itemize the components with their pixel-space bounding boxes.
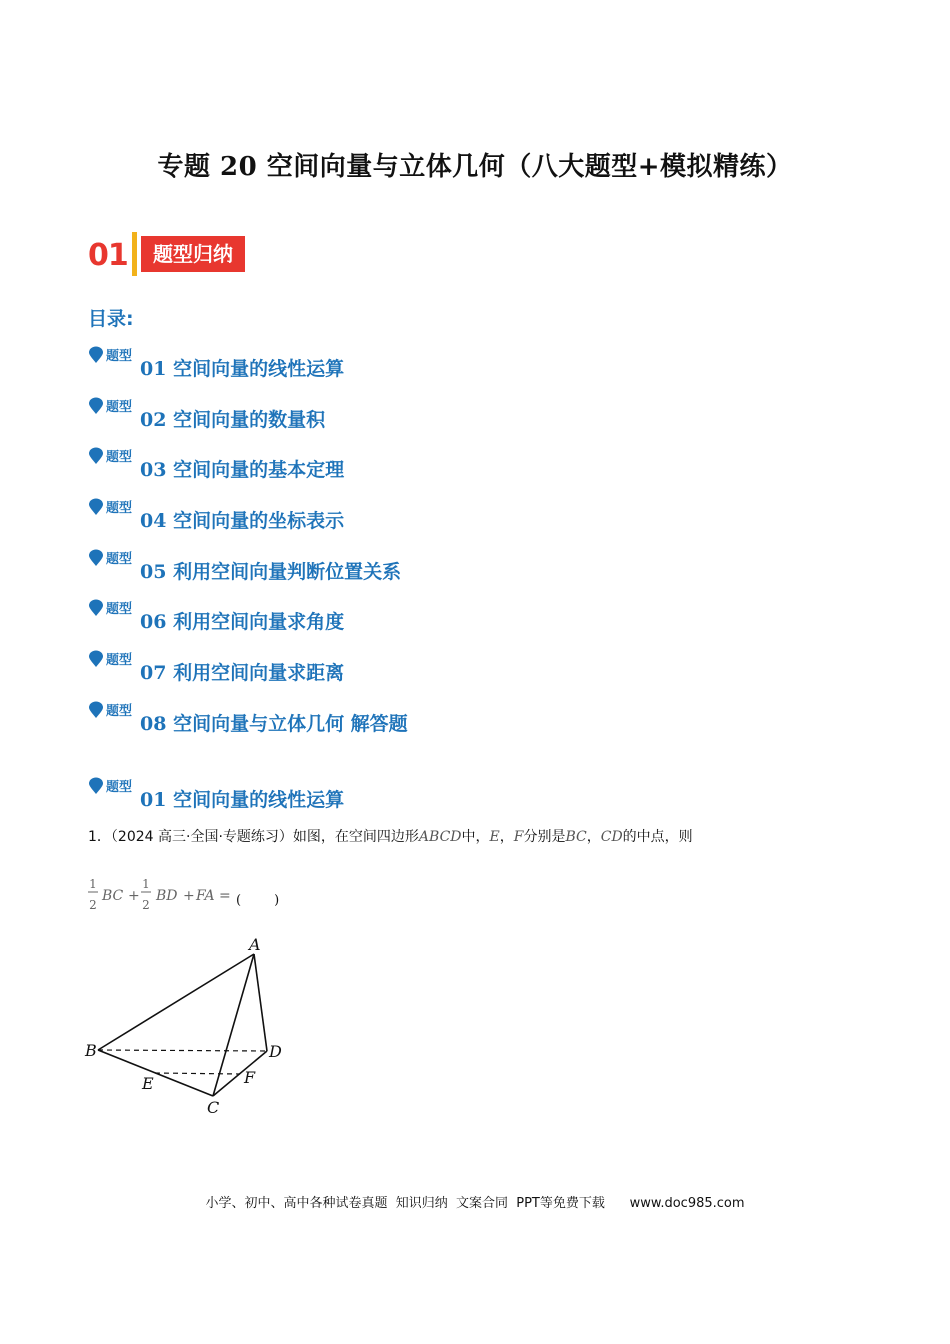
page-footer: 小学、初中、高中各种试卷真题 知识归纳 文案合同 PPT等免费下载 www.doc985.com	[205, 1196, 745, 1211]
toc-item-text: 05 利用空间向量判断位置关系	[140, 561, 402, 583]
fraction-denominator: 2	[142, 898, 150, 912]
toc-item-text: 04 空间向量的坐标表示	[140, 510, 345, 532]
formula-term-fa: FA	[196, 888, 215, 904]
segment-ef-hidden	[155, 1073, 240, 1074]
formula-plus: +	[128, 888, 140, 904]
question-text: 1．（2024 高三·全国·专题练习）如图，在空间四边形ABCD中，E，F分别是BC，CD的中点，则	[88, 829, 693, 845]
question-source: （2024 高三·全国·专题练习）	[110, 829, 293, 845]
location-pin-icon	[88, 397, 104, 415]
question-formula	[86, 876, 306, 920]
section-type-text: 01 空间向量的线性运算	[140, 789, 345, 811]
location-pin-icon	[88, 650, 104, 668]
answer-blank: ( )	[236, 893, 280, 908]
edge-bd-hidden	[98, 1050, 267, 1051]
section-divider-bar	[132, 232, 137, 276]
fraction-numerator: 1	[89, 877, 97, 891]
edge-ad	[254, 954, 267, 1051]
formula-term-bd: BD	[156, 888, 178, 904]
location-pin-icon	[88, 777, 104, 795]
location-pin-icon	[88, 498, 104, 516]
type-tag: 题型	[106, 552, 133, 567]
vertex-label-c: C	[207, 1098, 220, 1117]
type-tag: 题型	[106, 349, 133, 364]
toc-item-text: 03 空间向量的基本定理	[140, 459, 345, 481]
type-tag: 题型	[106, 602, 133, 617]
section-number: 01	[88, 238, 128, 273]
vertex-label-a: A	[249, 935, 261, 954]
formula-plus: +	[183, 888, 195, 904]
fraction-denominator: 2	[89, 898, 97, 912]
location-pin-icon	[88, 599, 104, 617]
point-label-f: F	[244, 1068, 256, 1087]
question-index: 1．	[88, 829, 111, 845]
formula-equals: =	[219, 888, 231, 904]
point-label-e: E	[142, 1074, 154, 1093]
type-tag: 题型	[106, 400, 133, 415]
vertex-label-d: D	[269, 1042, 282, 1061]
toc-item-text: 06 利用空间向量求角度	[140, 611, 345, 633]
type-tag: 题型	[106, 704, 133, 719]
formula-term-bc: BC	[102, 888, 124, 904]
type-tag: 题型	[106, 450, 133, 465]
toc-heading: 目录:	[88, 308, 134, 330]
type-tag: 题型	[106, 501, 133, 516]
location-pin-icon	[88, 549, 104, 567]
page-title: 专题 20 空间向量与立体几何（八大题型+模拟精练）	[157, 152, 793, 182]
toc-item-text: 07 利用空间向量求距离	[140, 662, 345, 684]
section-label: 题型归纳	[141, 236, 245, 272]
toc-item-text: 02 空间向量的数量积	[140, 409, 326, 431]
type-tag: 题型	[106, 653, 133, 668]
vertex-label-b: B	[85, 1041, 97, 1060]
type-tag: 题型	[106, 780, 133, 795]
location-pin-icon	[88, 701, 104, 719]
location-pin-icon	[88, 346, 104, 364]
fraction-numerator: 1	[142, 877, 150, 891]
location-pin-icon	[88, 447, 104, 465]
toc-item-text: 01 空间向量的线性运算	[140, 358, 345, 380]
tetrahedron-figure	[82, 930, 302, 1120]
toc-item-text: 08 空间向量与立体几何 解答题	[140, 713, 408, 735]
